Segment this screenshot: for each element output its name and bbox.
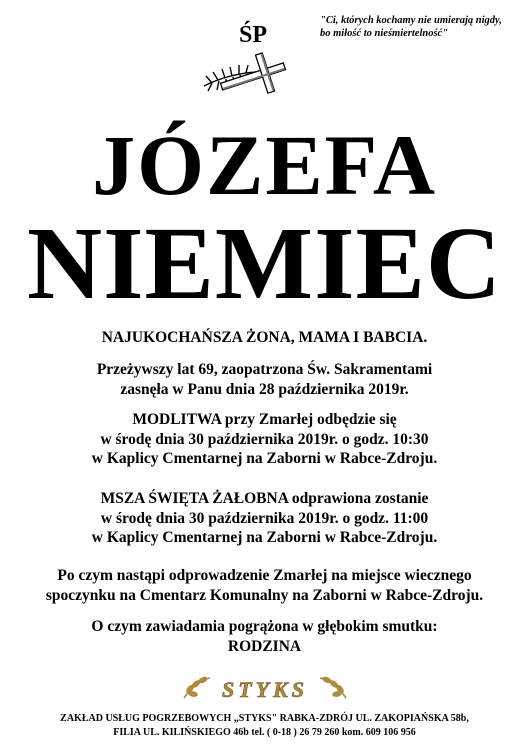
family-paragraph	[0, 617, 529, 656]
deceased-first-name: JÓZEFA	[92, 117, 437, 213]
prayer-paragraph	[0, 410, 529, 469]
sp-prefix: ŚP	[238, 22, 267, 48]
quote-line: bo miłość to nieśmiertelność"	[320, 28, 449, 39]
family-role: NAJUKOCHAŃSZA ŻONA, MAMA I BABCIA.	[101, 329, 428, 346]
text-line: w środę dnia 30 października 2019r. o godz. 10:30	[100, 430, 429, 448]
text-line: Po czym nastąpi odprowadzenie Zmarłej na miejsce wiecznego	[57, 567, 472, 584]
text-line: MSZA ŚWIĘTA ŻAŁOBNA odprawiona zostanie	[100, 490, 429, 507]
text-line: spoczynku na Cmentarz Komunalny na Zaborni w Rabce-Zdroju.	[45, 586, 484, 604]
laurel-branch-icon	[184, 676, 210, 698]
memorial-quote	[320, 14, 520, 40]
death-notice-paragraph	[0, 360, 529, 399]
text-line: O czym zawiadamia pogrążona w głębokim smutku:	[91, 618, 438, 635]
funeral-home-footer	[0, 712, 529, 740]
burial-paragraph	[0, 566, 529, 605]
signature-family: RODZINA	[227, 637, 302, 655]
text-line: w Kaplicy Cmentarnej na Zaborni w Rabce-Zdroju.	[91, 529, 438, 546]
text-line: w środę dnia 30 października 2019r. o godz. 11:00	[100, 509, 429, 527]
quote-line: "Ci, których kochamy nie umierają nigdy,	[320, 15, 502, 26]
mass-paragraph	[0, 489, 529, 548]
text-line: zasnęła w Panu dnia 28 października 2019r.	[120, 380, 409, 398]
footer-line: FILIA UL. KILIŃSKIEGO 46b tel. ( 0-18 ) 26 79 260 kom. 609 106 956	[113, 727, 416, 738]
footer-line: ZAKŁAD USŁUG POGRZEBOWYCH „STYKS" RABKA-ZDRÓJ UL. ZAKOPIAŃSKA 58b,	[60, 713, 469, 724]
laurel-branch-icon	[320, 676, 346, 698]
text-line: w Kaplicy Cmentarnej na Zaborni w Rabce-Zdroju.	[91, 450, 438, 467]
cross-with-palm-icon	[198, 52, 290, 98]
text-line: Przeżywszy lat 69, zaopatrzona Św. Sakramentami	[96, 361, 433, 378]
text-line: MODLITWA przy Zmarłej odbędzie się	[132, 411, 397, 428]
deceased-last-name: NIEMIEC	[26, 206, 503, 321]
logo-text: STYKS	[221, 677, 309, 702]
styks-logo	[180, 672, 350, 706]
